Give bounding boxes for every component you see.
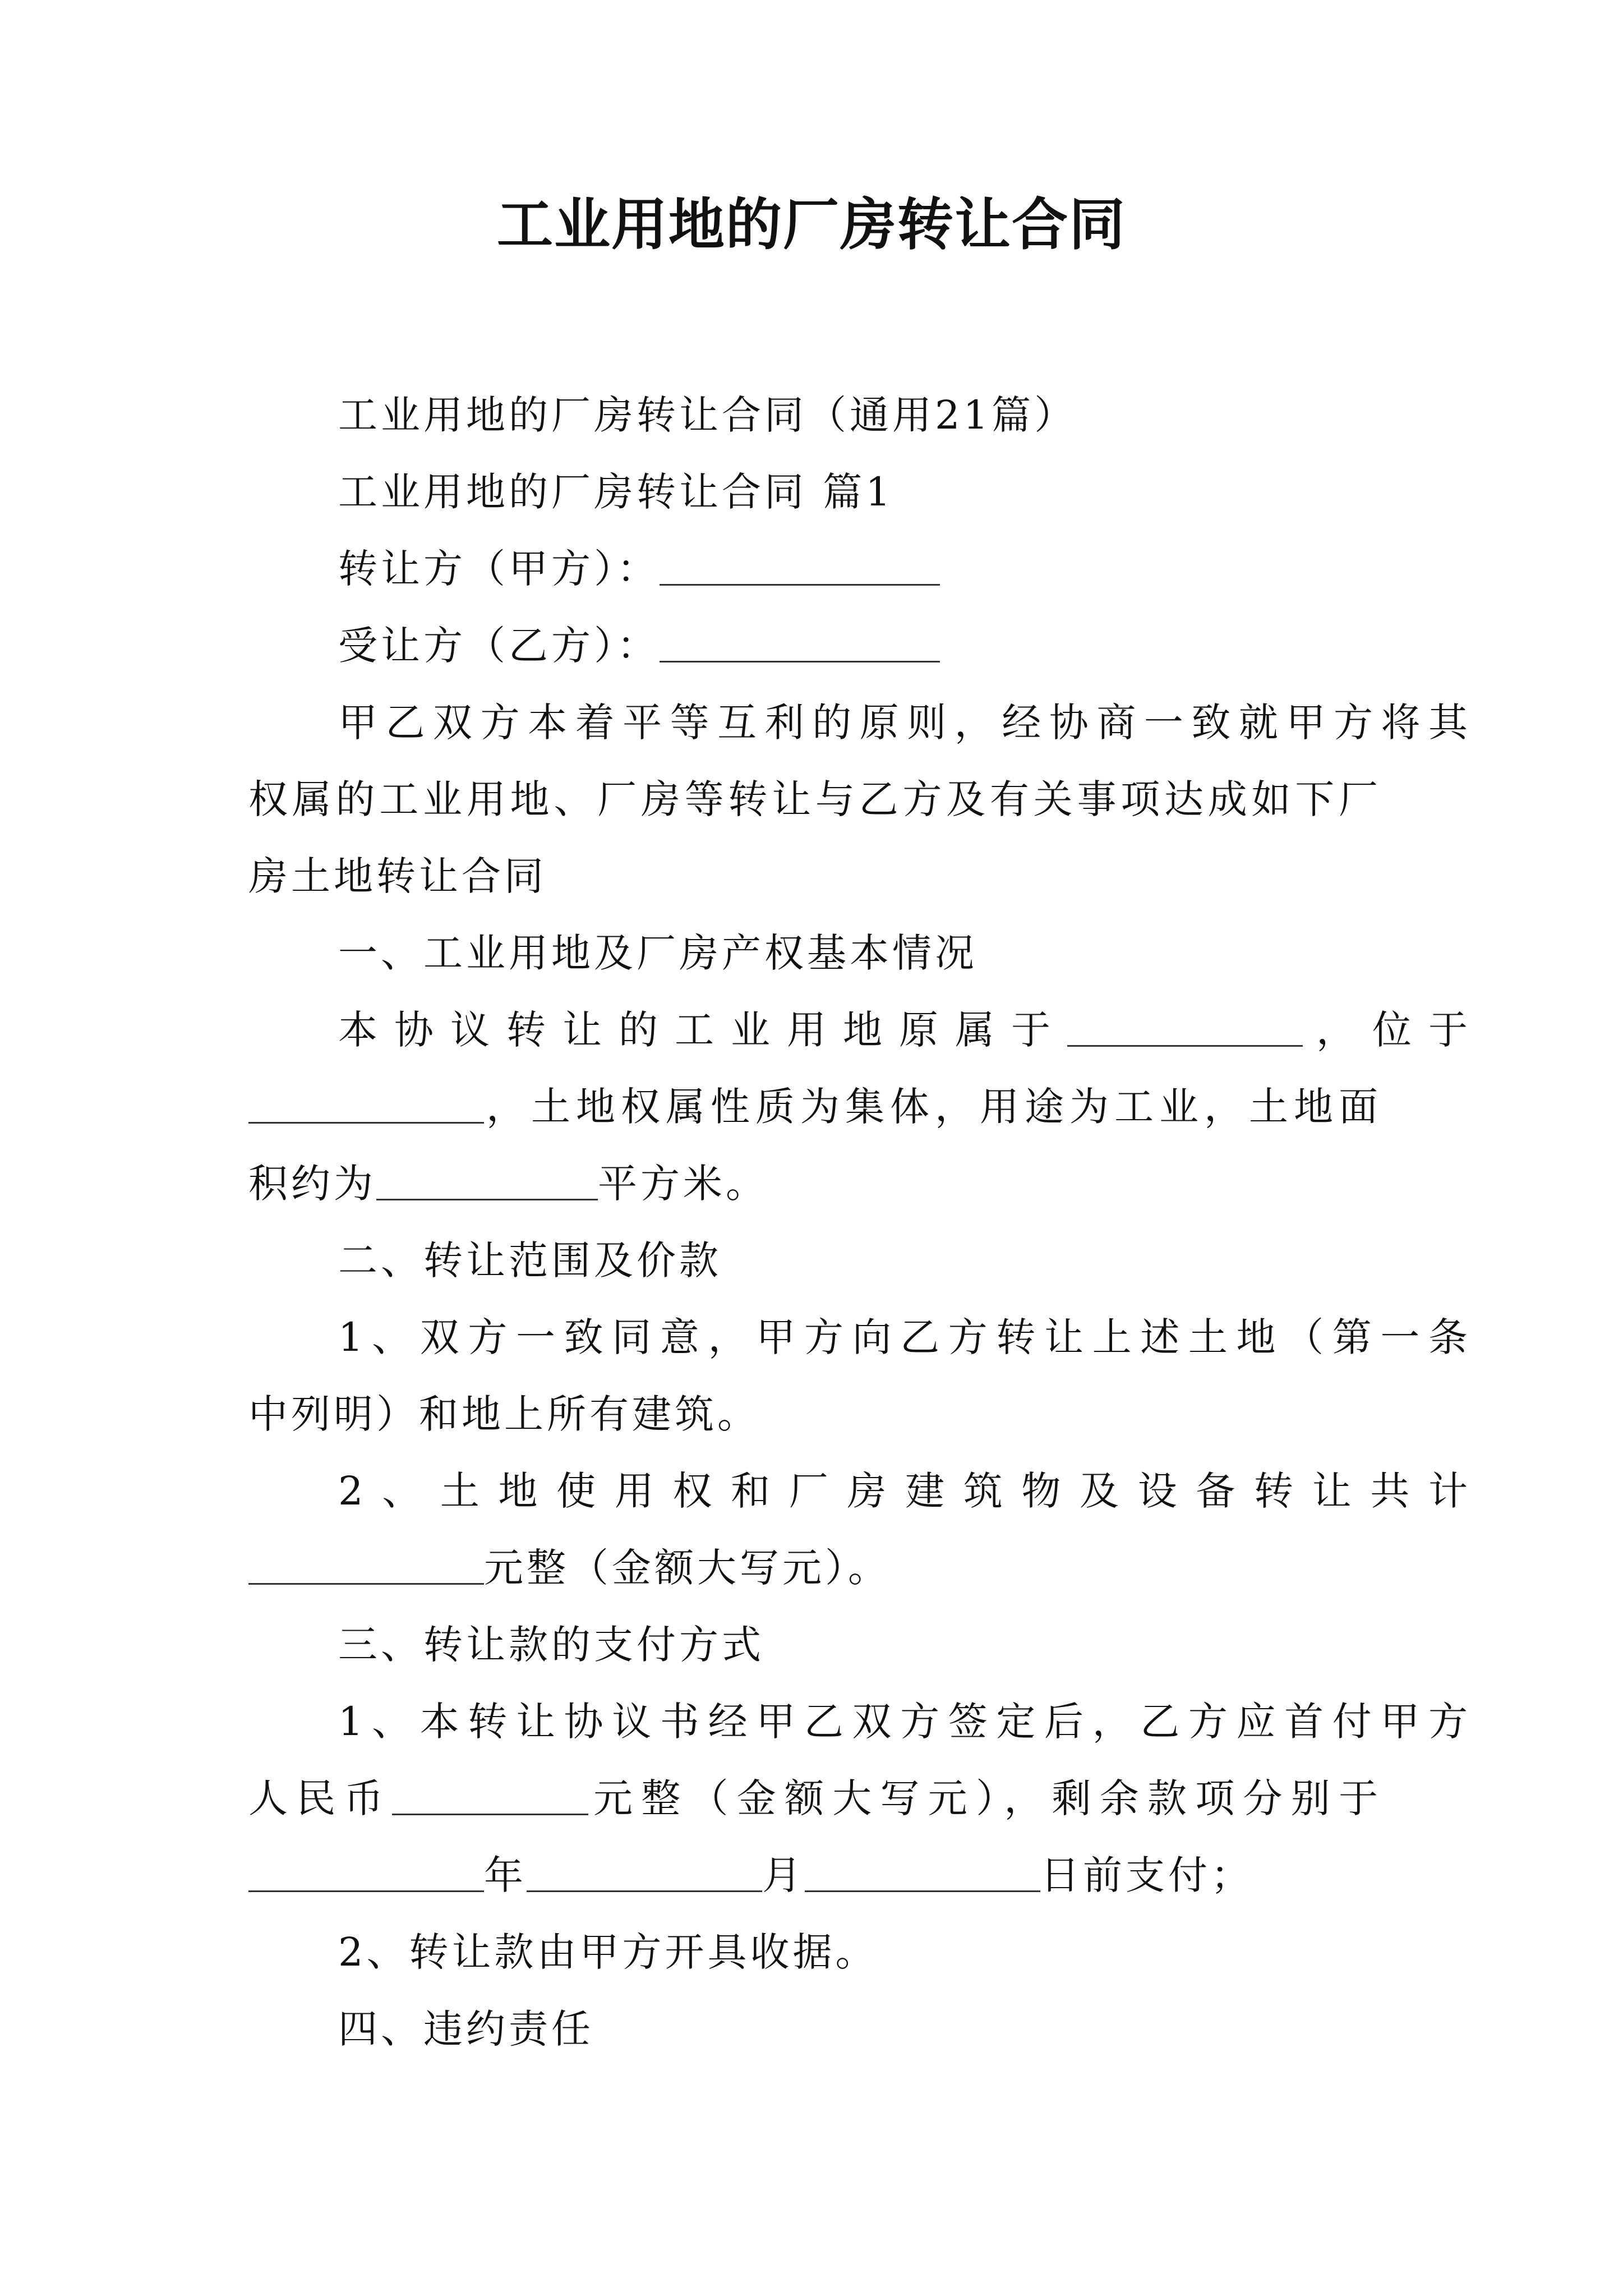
section3-item-line [248,1768,1381,1829]
section-heading: 二、转让范围及价款 [338,1237,722,1283]
section1-paragraph-line [248,1076,1381,1138]
section3-text: 元整（金额大写元），剩余款项分别于 [588,1775,1381,1821]
transferee-blank [660,623,940,662]
section1-text: 积约为 [248,1161,376,1207]
location-blank [248,1084,484,1124]
transferor-line [248,538,1471,600]
transferor-blank [660,546,940,586]
section1-text: 平方米。 [598,1161,768,1207]
day-blank [805,1853,1040,1892]
transferee-label: 受让方（乙方）： [338,623,660,669]
intro-paragraph-line: 甲乙双方本着平等互利的原则，经协商一致就甲方将其 [338,700,1471,746]
total-price-blank [248,1545,484,1585]
section-heading: 四、违约责任 [338,2006,594,2052]
original-owner-blank [1067,1007,1303,1047]
down-payment-blank [392,1776,588,1815]
section2-item-line: 2、土地使用权和厂房建筑物及设备转让共计 [338,1468,1471,1514]
section-heading: 三、转让款的支付方式 [338,1622,764,1668]
year-label: 年 [484,1852,527,1898]
chapter-heading: 工业用地的厂房转让合同 篇1 [338,469,894,515]
section2-item-line [248,1537,1381,1599]
section3-item-line [248,1844,1381,1906]
document-subtitle: 工业用地的厂房转让合同（通用21篇） [338,392,1077,438]
document-title: 工业用地的厂房转让合同 [497,191,1126,257]
section2-item-line: 中列明）和地上所有建筑。 [248,1391,760,1437]
section3-item-line: 2、转让款由甲方开具收据。 [338,1929,878,1975]
section1-paragraph-line [248,999,1471,1061]
transferor-label: 转让方（甲方）： [338,546,660,592]
year-blank [248,1853,484,1892]
section3-text: 人民币 [248,1775,392,1821]
section1-text: 本协议转让的工业用地原属于 [338,1007,1067,1053]
section2-text: 元整（金额大写元）。 [484,1545,891,1591]
section-heading: 一、工业用地及厂房产权基本情况 [338,930,978,976]
day-label: 日前支付； [1040,1852,1253,1898]
intro-paragraph-line: 房土地转让合同 [248,853,547,899]
transferee-line [248,615,1471,677]
intro-paragraph-line: 权属的工业用地、厂房等转让与乙方及有关事项达成如下厂 [248,776,1381,822]
section1-text: ，位于 [1303,1007,1471,1053]
section2-item-line: 1、双方一致同意，甲方向乙方转让上述土地（第一条 [338,1314,1471,1360]
section1-text: ，土地权属性质为集体，用途为工业，土地面 [484,1084,1381,1130]
month-label: 月 [762,1852,805,1898]
area-blank [376,1161,598,1200]
month-blank [527,1853,762,1892]
section1-paragraph-line [248,1153,1381,1214]
section3-item-line: 1、本转让协议书经甲乙双方签定后，乙方应首付甲方 [338,1699,1471,1745]
